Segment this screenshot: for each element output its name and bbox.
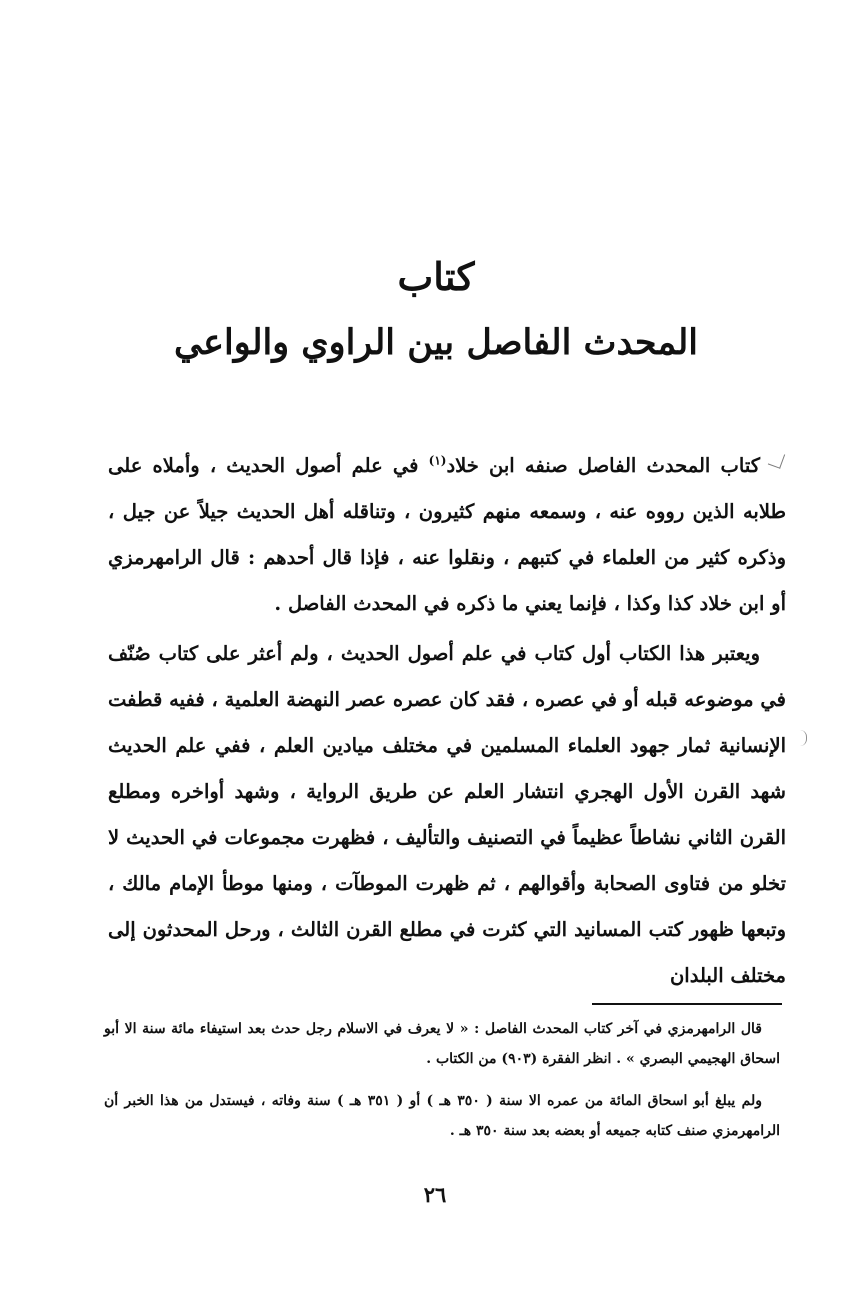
book-word-heading: كتاب [397,254,475,299]
footnote-divider [592,1003,782,1005]
footnote-2: ولم يبلغ أبو اسحاق المائة من عمره الا سنة ( ٣٥٠ هـ ) أو ( ٣٥١ هـ ) سنة وفاته ، فيستدل من هذا الخبر أن الرامهرمزي صنف كتابه جميعه أو بعضه بعد سنة ٣٥٠ هـ . [104,1093,780,1139]
handwritten-margin-mark [800,730,807,746]
page-number: ٢٦ [423,1182,447,1207]
footnotes [104,1014,780,1146]
footnote-1: قال الرامهرمزي في آخر كتاب المحدث الفاصل : « لا يعرف في الاسلام رجل حدث بعد استيفاء مائة سنة الا أبو اسحاق الهجيمي البصري » . انظر الفقرة (٩٠٣) من الكتاب . [104,1021,780,1067]
paragraph-1-start: كتاب المحدث الفاصل صنفه ابن خلاد [446,454,760,477]
footnote-marker: (١) [428,453,447,468]
title-block [0,248,862,372]
paragraph-1-rest: في علم أصول الحديث ، وأملاه على طلابه الذين رووه عنه ، وسمعه منهم كثيرون ، وتناقله أهل الحديث جيلاً عن جيل ، وذكره كثير من العلماء في كتبهم ، ونقلوا عنه ، فإذا قال أحدهم : قال الرامهرمزي أو ابن خلاد كذا وكذا ، فإنما يعني ما ذكره في المحدث الفاصل . [108,454,786,615]
body-text [108,443,786,999]
paragraph-1 [108,443,786,627]
paragraph-2: ويعتبر هذا الكتاب أول كتاب في علم أصول الحديث ، ولم أعثر على كتاب صُنّف في موضوعه قبله أو في عصره ، فقد كان عصره عصر النهضة العلمية ، ففيه قطفت الإنسانية ثمار جهود العلماء المسلمين في مختلف ميادين العلم ، ففي علم الحديث شهد القرن الأول الهجري انتشار العلم عن طريق الرواية ، وشهد أواخره ومطلع القرن الثاني نشاطاً عظيماً في التصنيف والتأليف ، فظهرت مجموعات في الحديث لا تخلو من فتاوى الصحابة وأقوالهم ، ثم ظهرت الموطآت ، ومنها موطأ الإمام مالك ، وتبعها ظهور كتب المسانيد التي كثرت في مطلع القرن الثالث ، ورحل المحدثون إلى مختلف البلدان [108,642,786,987]
book-title-heading: المحدث الفاصل بين الراوي والواعي [173,322,699,363]
